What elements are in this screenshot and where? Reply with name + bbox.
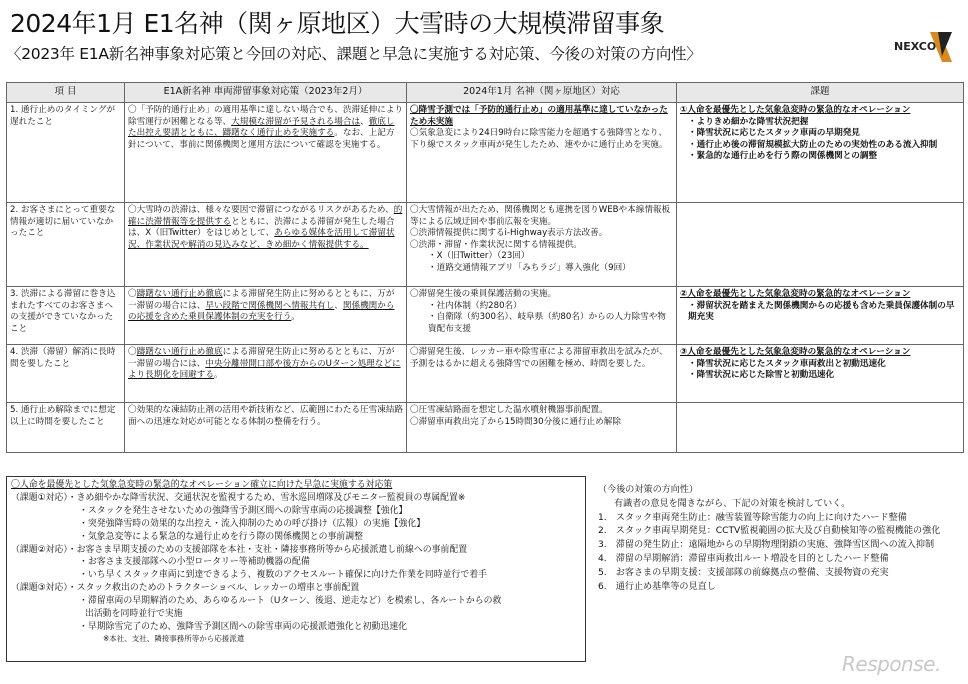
- table-header-row: [7, 83, 964, 103]
- cell-2023-measure: [125, 403, 407, 453]
- urgent-measures-box: [6, 476, 586, 662]
- cell-2023-measure: [125, 203, 407, 287]
- urgent-line: ・お客さま支援部隊への小型ロータリー等補助機器の配備: [79, 557, 310, 568]
- urgent-line: ・滞留車両の早期解消のため、あらゆるルート（Uターン、後退、逆走など）を模索し、各ルートからの救: [79, 596, 502, 607]
- issue-text: ・よりきめ細かな降雪状況把握: [688, 116, 809, 127]
- cell-issue: [677, 203, 964, 287]
- col-header-2023-measures: E1A新名神 車両滞留事象対応策（2023年2月）: [125, 83, 407, 103]
- measures-text: 〇: [128, 347, 137, 357]
- item-text: 1. 通行止めのタイミングが遅れたこと: [10, 105, 116, 127]
- item-text: 5. 通行止め解除までに想定以上に時間を要したこと: [10, 405, 116, 427]
- col-header-item: 項 目: [7, 83, 125, 103]
- future-item: 4. 滞留の早期解消：滞留車両救出ルート増設を目的としたハード整備: [598, 554, 889, 565]
- cell-2023-measure: [125, 345, 407, 403]
- cell-2024-response: [407, 103, 677, 203]
- urgent-line: ※本社、支社、隣接事務所等から応援派遣: [103, 633, 245, 643]
- measures-text: 関係機関からの応援を含めた乗員保護体制の充実を行う: [128, 300, 395, 323]
- cell-item: [7, 103, 125, 203]
- logo-text: NEXCO: [894, 40, 937, 53]
- measures-text: 。: [291, 312, 300, 323]
- measures-text: 的確に渋滞情報等を提供する: [128, 205, 403, 227]
- issue-text: ③人命を最優先とした気象急変時の緊急的なオペレーション: [680, 347, 911, 357]
- item-text: 3. 渋滞による滞留に巻き込まれたすべてのお客さまへの支援ができていなかったこと: [10, 289, 116, 334]
- measures-text: 早い段階で関係機関へ情報共有し: [205, 300, 335, 311]
- urgent-line: （課題③対応）・スタック救出のためのトラクターショベル、レッカーの増車と事前配置: [11, 583, 360, 594]
- response-text: ・X（旧Twitter）（23回）: [428, 251, 530, 262]
- future-item: 1. スタック車両発生防止：融雪装置等除雪能力の向上に向けたハード整備: [598, 512, 907, 523]
- item-text: 4. 渋滞（滞留）解消に長時間を要したこと: [10, 347, 116, 369]
- future-item: 2. スタック車両早期発見：CCTV監視範囲の拡大及び自動検知等の監視機能の強化: [598, 526, 941, 537]
- measures-text: 〇: [128, 289, 137, 299]
- response-text: 〇圧雪凍結路面を想定した温水噴射機器事前配置。: [410, 405, 608, 415]
- urgent-line: ・早期除雪完了のため、強降雪予測区間への除雪車両の応援派遣強化と初動迅速化: [79, 621, 408, 632]
- urgent-line: ・いち早くスタック車両に到達できるよう、複数のアクセスルート確保に向けた作業を同時並行で着手: [79, 570, 487, 581]
- cell-2023-measure: [125, 287, 407, 345]
- urgent-line: 〇人命を最優先とした気象急変時の緊急的なオペレーション確立に向けた早急に実施する対応策: [11, 480, 393, 490]
- issue-text: ・緊急的な通行止めを行う際の関係機関との調整: [688, 151, 878, 162]
- response-text: 〇気象急変により24日9時台に除雪能力を超過する強降雪となり、下り線でスタック車両が発生したため、速やかに通行止めを実施。: [410, 128, 668, 150]
- future-item: 5. お客さまの早期支援：支援部隊の前線拠点の整備、支援物資の充実: [598, 567, 889, 578]
- table-row: [7, 287, 964, 345]
- measures-text: 、: [360, 116, 369, 127]
- measures-text: 大規模な滞留が予見される場合は: [231, 116, 361, 127]
- item-text: 2. お客さまにとって重要な情報が適切に届いていなかったこと: [10, 205, 116, 239]
- watermark: Response.: [842, 652, 941, 676]
- measures-text: 〇効果的な凍結防止剤の活用や新技術など、広範囲にわたる圧雪凍結路面への迅速な対応が可能となる体制の整備を行う。: [128, 405, 404, 427]
- urgent-line: ・気象急変等による緊急的な通行止めを行う際の関係機関との事前調整: [79, 531, 363, 542]
- urgent-line: （課題①対応）・きめ細やかな降雪状況、交通状況を監視するため、雪氷巡回増隊及びモニター監視員の専属配置※: [11, 492, 466, 503]
- cell-issue: [677, 103, 964, 203]
- urgent-line: （課題②対応）・お客さま早期支援のための支援部隊を本社・支社・隣接事務所等から応援派遣し前線への事前配置: [11, 544, 468, 555]
- table-row: [7, 203, 964, 287]
- col-header-2024-response: 2024年1月 名神（関ヶ原地区）対応: [407, 83, 677, 103]
- measures-text: あらゆる媒体を活用して滞留状況、作業状況や解消の見込みなど、きめ細かく情報提供する。: [128, 228, 395, 250]
- measures-text: による滞留発生防止に努めるとともに、万が一滞留の場合には、: [128, 289, 395, 311]
- measures-text: 徹底した出控え要請とともに、躊躇なく通行止めを実施する: [128, 116, 395, 139]
- cell-item: [7, 203, 125, 287]
- cell-item: [7, 287, 125, 345]
- table-row: [7, 345, 964, 403]
- issue-text: ・降雪状況に応じた除雪と初動迅速化: [688, 370, 835, 381]
- future-title: （今後の対策の方向性）: [598, 485, 699, 495]
- measures-text: 〇大雪時の渋滞は、様々な要因で滞留につながるリスクがあるため、: [128, 205, 394, 215]
- nexco-logo: [890, 30, 960, 70]
- response-text: ・社内体制（約280名）: [428, 300, 522, 311]
- col-header-issues: 課題: [677, 83, 964, 103]
- cell-issue: [677, 403, 964, 453]
- cell-item: [7, 403, 125, 453]
- measures-text: 。: [213, 370, 223, 381]
- page-subtitle: 〈2023年 E1A新名神事象対応策と今回の対応、課題と早急に実施する対応策、今後の対策の方向性〉: [6, 45, 702, 63]
- issue-text: ・降雪状況に応じたスタック車両救出と初動迅速化: [688, 358, 886, 369]
- response-text: 〇大雪情報が出たため、関係機関とも連携を図りWEBや本線情報板等による広域迂回や事前広報を実施。: [410, 205, 671, 227]
- response-text: 〇滞留車両救出完了から15時間30分後に通行止め解除: [410, 416, 621, 427]
- page-title: 2024年1月 E1名神（関ヶ原地区）大雪時の大規模滞留事象: [10, 9, 665, 38]
- urgent-line: ・突発強降雪時の効果的な出控え・流入抑制のための呼び掛け（広報）の実施【強化】: [79, 518, 426, 529]
- cell-2024-response: [407, 345, 677, 403]
- issue-text: ①人命を最優先とした気象急変時の緊急的なオペレーション: [680, 105, 911, 115]
- response-text: ・道路交通情報アプリ「みちラジ」導入強化（9回）: [428, 262, 631, 273]
- response-text: 〇滞留発生後、レッカー車や除雪車による滞留車救出を試みたが、予測をはるかに超える強降雪での困難を極め、時間を要した。: [410, 347, 668, 369]
- issue-text: ・降雪状況に応じたスタック車両の早期発見: [688, 128, 860, 139]
- future-direction: [598, 484, 963, 595]
- response-text: 〇降雪予測では「予防的通行止め」の適用基準に達していなかったため未実施: [410, 105, 668, 127]
- measures-text: とともに、渋滞による滞留が発生した場合は、X（旧Twitter）をはじめとして、: [128, 216, 395, 239]
- cell-2023-measure: [125, 103, 407, 203]
- measures-text: 躊躇ない通行止め徹底: [136, 347, 223, 357]
- cell-2024-response: [407, 203, 677, 287]
- response-text: ・自衛隊（約300名）、岐阜県（約80名）からの人力除雪や物資配布支援: [428, 312, 666, 334]
- table-row: [7, 103, 964, 203]
- cell-2024-response: [407, 403, 677, 453]
- cell-issue: [677, 345, 964, 403]
- urgent-line: 出活動を同時並行で実施: [85, 609, 183, 620]
- future-item: 3. 滞留の発生防止：遠隔地からの早期物理閉鎖の実施、強降雪区間への流入抑制: [598, 540, 935, 551]
- measures-text: 、: [334, 300, 343, 311]
- measures-text: 〇「予防的通行止め」の適用基準に達しない場合でも、渋滞延伸により除雪運行が困難となる等、: [128, 105, 404, 127]
- cell-item: [7, 345, 125, 403]
- measures-text: による滞留発生防止に努めるとともに、万が一滞留の場合には、: [128, 347, 395, 369]
- response-text: 〇滞留発生後の乗員保護活動の実施。: [410, 289, 557, 299]
- table-row: [7, 403, 964, 453]
- measures-text: 躊躇ない通行止め徹底: [136, 289, 223, 299]
- future-intro: 有識者の意見を聞きながら、下記の対策を検討していく。: [614, 498, 851, 509]
- future-item: 6. 通行止め基準等の見直し: [598, 581, 716, 592]
- issue-text: ・滞留状況を踏まえた関係機関からの応援も含めた乗員保護体制の早期充実: [688, 300, 955, 323]
- urgent-line: ・スタックを発生させないための強降雪予測区間への除雪車両の応援調整【強化】: [79, 505, 408, 516]
- cell-2024-response: [407, 287, 677, 345]
- measures-text: 中央分離帯開口部や後方からのUターン処理などにより長期化を回避する: [128, 358, 401, 381]
- response-text: 〇渋滞・滞留・作業状況に関する情報提供。: [410, 239, 582, 250]
- logo-chevron-icon: [928, 30, 954, 64]
- response-text: 〇渋滞情報提供に関するi-Highway表示方法改善。: [410, 228, 608, 239]
- measures-table: [6, 82, 964, 453]
- measures-text: 。なお、上記方針について、事前に関係機関と運用方法について確認を実施する。: [128, 128, 395, 150]
- issue-text: ②人命を最優先とした気象急変時の緊急的なオペレーション: [680, 289, 911, 299]
- cell-issue: [677, 287, 964, 345]
- issue-text: ・通行止め後の滞留規模拡大防止のための実効性のある流入抑制: [688, 139, 938, 150]
